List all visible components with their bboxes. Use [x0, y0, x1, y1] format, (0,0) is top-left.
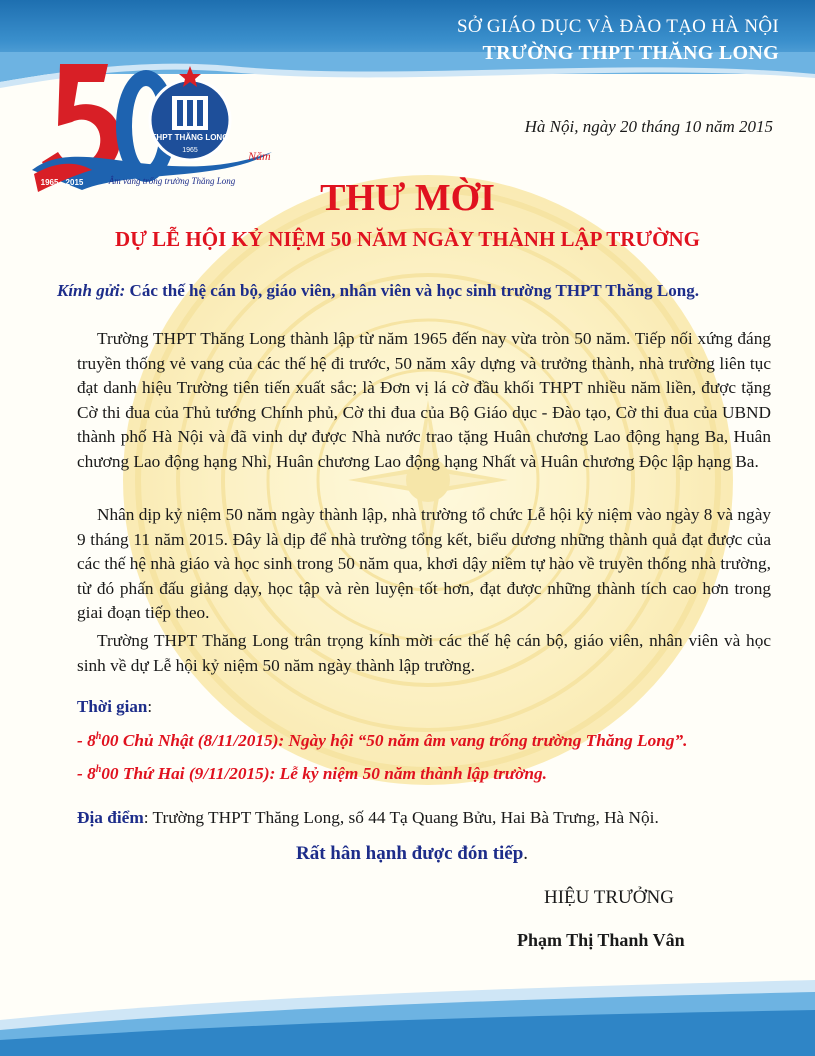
welcome-dot: . [523, 843, 529, 864]
event-text: 00 Chủ Nhật (8/11/2015): Ngày hội “50 năm âm vang trống trường Thăng Long”. [101, 731, 688, 750]
time-label: Thời gian [77, 697, 148, 716]
welcome-line [296, 843, 528, 865]
footer-wave [0, 980, 815, 1056]
logo-years: 1965 - 2015 [40, 178, 84, 187]
principal-name: Phạm Thị Thanh Vân [517, 930, 685, 950]
salutation [57, 281, 699, 301]
logo-badge-text: THPT THĂNG LONG [151, 133, 229, 142]
letter-title: THƯ MỜI [320, 177, 495, 219]
event-sup: h [95, 764, 102, 775]
school-name: TRƯỜNG THPT THĂNG LONG [482, 42, 779, 64]
logo-nam: Năm [248, 149, 271, 163]
paragraph-3 [77, 629, 771, 678]
paragraph-text: Trường THPT Thăng Long thành lập từ năm 1965 đến nay vừa tròn 50 năm. Tiếp nối xứng đáng truyền thống vẻ vang của các thế hệ đi trước, 50 năm xây dựng và trưởng thành, nhà trường liên tục đạt danh hiệu Trường tiên tiến xuất sắc; là Đơn vị lá cờ đầu khối THPT nhiều năm liền, được tặng Cờ thi đua của Thủ tướng Chính phủ, Cờ thi đua của Bộ Giáo dục - Đào tạo, Cờ thi đua của UBND thành phố Hà Nội và đã vinh dự được Nhà nước trao tặng Huân chương Lao động hạng Ba, Huân chương Lao động hạng Nhì, Huân chương Lao động hạng Nhất và Huân chương Độc lập hạng Ba. [77, 329, 771, 471]
paragraph-text: Trường THPT Thăng Long trân trọng kính mời các thế hệ cán bộ, giáo viên, nhân viên và học sinh về dự Lễ hội kỷ niệm 50 năm ngày thành lập trường. [77, 631, 771, 675]
event-sup: h [95, 731, 102, 742]
event-dash: - 8 [77, 731, 96, 750]
paragraph-2 [77, 503, 771, 626]
venue-label: Địa điểm [77, 808, 144, 827]
event-dash: - 8 [77, 764, 96, 783]
ministry-name: SỞ GIÁO DỤC VÀ ĐÀO TẠO HÀ NỘI [456, 16, 779, 37]
logo-slogan: Âm vang trống trường Thăng Long [108, 176, 236, 186]
event-text: 00 Thứ Hai (9/11/2015): Lễ kỷ niệm 50 năm thành lập trường. [101, 764, 548, 783]
principal-title: HIỆU TRƯỞNG [544, 887, 674, 908]
time-colon: : [147, 697, 153, 716]
venue-text: : Trường THPT Thăng Long, số 44 Tạ Quang Bửu, Hai Bà Trưng, Hà Nội. [143, 808, 659, 827]
letter-date: Hà Nội, ngày 20 tháng 10 năm 2015 [524, 117, 773, 136]
letter-subtitle: DỰ LỄ HỘI KỶ NIỆM 50 NĂM NGÀY THÀNH LẬP TRƯỜNG [115, 227, 700, 251]
salutation-text: Các thế hệ cán bộ, giáo viên, nhân viên và học sinh trường THPT Thăng Long. [129, 281, 699, 300]
bronze-drum-watermark [118, 170, 738, 790]
event-1 [77, 731, 687, 751]
logo-founded: 1965 [182, 147, 198, 154]
event-2 [77, 764, 547, 784]
time-heading [77, 697, 152, 717]
venue [77, 808, 659, 828]
paragraph-1 [77, 327, 771, 475]
salutation-label: Kính gửi: [57, 281, 126, 300]
welcome-text: Rất hân hạnh được đón tiếp [296, 843, 524, 864]
paragraph-text: Nhân dịp kỷ niệm 50 năm ngày thành lập, nhà trường tổ chức Lễ hội kỷ niệm vào ngày 8 và ngày 9 tháng 11 năm 2015. Đây là dịp để nhà trường tổng kết, biểu dương những thành quả đạt được của các thế hệ nhà giáo và học sinh trong 50 năm qua, khơi dậy niềm tự hào về truyền thống nhà trường, từ đó phấn đấu giảng dạy, học tập và rèn luyện tốt hơn, đạt được những thành tích cao hơn trong giai đoạn tiếp theo. [77, 505, 772, 623]
